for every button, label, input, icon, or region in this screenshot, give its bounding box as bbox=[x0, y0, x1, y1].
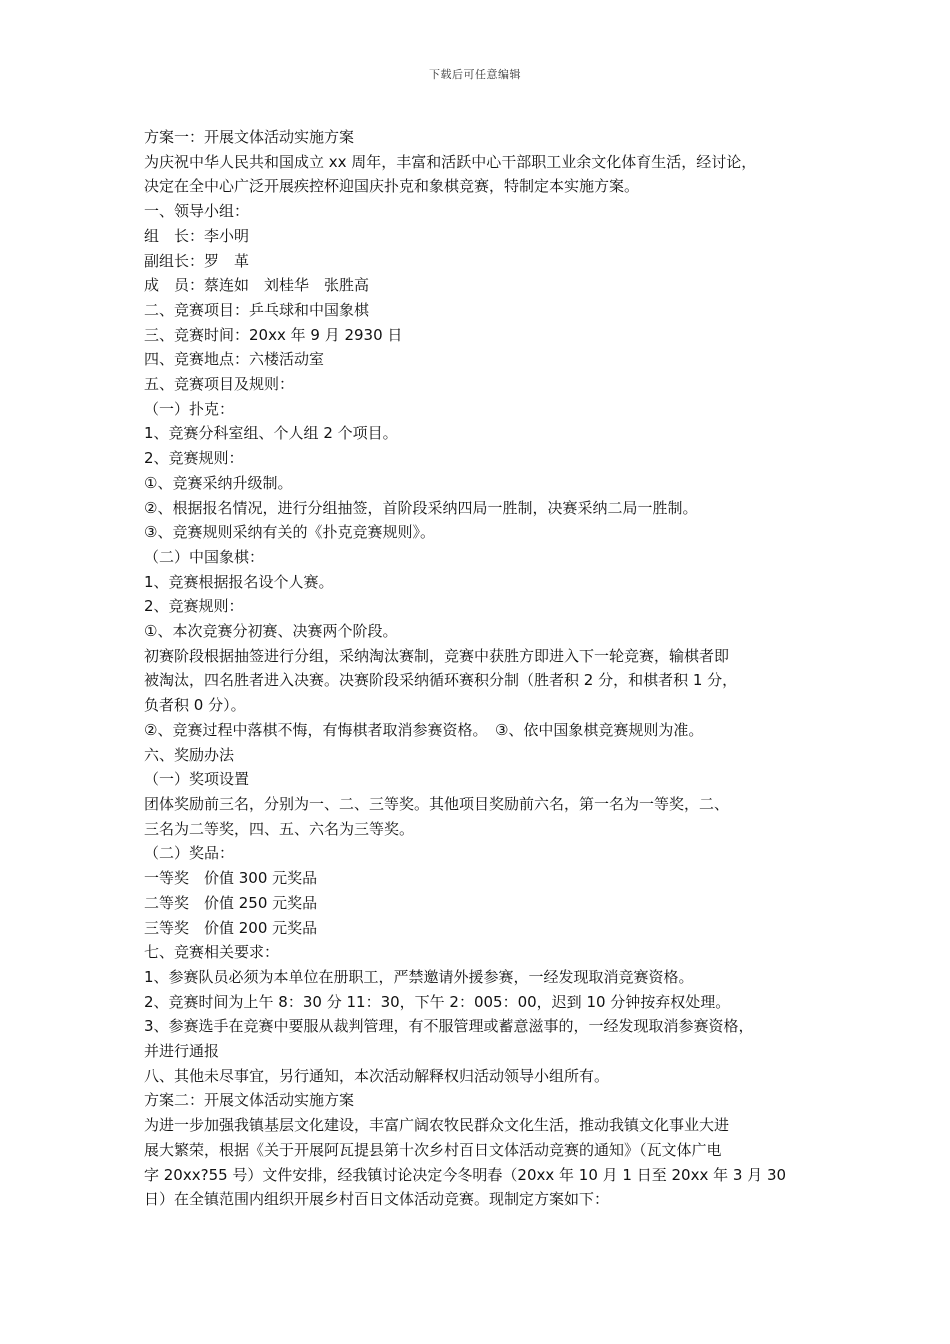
paragraph-line: 展大繁荣，根据《关于开展阿瓦提县第十次乡村百日文体活动竞赛的通知》（瓦文体广电 bbox=[144, 1140, 722, 1159]
paragraph-line: ①、本次竞赛分初赛、决赛两个阶段。 bbox=[144, 622, 398, 641]
section-heading: 八、其他未尽事宜，另行通知，本次活动解释权归活动领导小组所有。 bbox=[144, 1066, 610, 1085]
paragraph-line: ①、竞赛采纳升级制。 bbox=[144, 473, 293, 492]
subsection-heading: （二）中国象棋： bbox=[144, 547, 265, 566]
section-heading: 六、奖励办法 bbox=[144, 745, 235, 764]
paragraph-line: 被淘汰，四名胜者进入决赛。决赛阶段采纳循环赛积分制（胜者积 2 分，和棋者积 1 分， bbox=[144, 671, 738, 690]
paragraph-line: 1、竞赛根据报名设个人赛。 bbox=[144, 572, 334, 591]
paragraph-line: 1、参赛队员必须为本单位在册职工，严禁邀请外援参赛，一经发现取消竞赛资格。 bbox=[144, 967, 694, 986]
prize-line: 二等奖 价值 250 元奖品 bbox=[144, 893, 318, 912]
section-heading: 三、竞赛时间：20xx 年 9 月 2930 日 bbox=[144, 325, 403, 344]
paragraph-line: 成 员：蔡连如 刘桂华 张胜高 bbox=[144, 276, 370, 295]
paragraph-line: ②、根据报名情况，进行分组抽签，首阶段采纳四局一胜制，决赛采纳二局一胜制。 bbox=[144, 498, 698, 517]
paragraph-line: ②、竞赛过程中落棋不悔，有悔棋者取消参赛资格。 ③、依中国象棋竞赛规则为准。 bbox=[144, 720, 704, 739]
paragraph-line: 负者积 0 分）。 bbox=[144, 696, 246, 715]
subsection-heading: （二）奖品： bbox=[144, 844, 235, 863]
paragraph-line: 初赛阶段根据抽签进行分组，采纳淘汰赛制，竞赛中获胜方即进入下一轮竞赛，输棋者即 bbox=[144, 646, 730, 665]
subsection-heading: （一）扑克： bbox=[144, 399, 235, 418]
document-body bbox=[144, 125, 820, 1212]
paragraph-line: 2、竞赛时间为上午 8：30 分 11：30，下午 2：005：00，迟到 10 分钟按弃权处理。 bbox=[144, 992, 731, 1011]
section-heading: 二、竞赛项目：乒乓球和中国象棋 bbox=[144, 300, 370, 319]
paragraph-line: 2、竞赛规则： bbox=[144, 449, 244, 468]
paragraph-line: 团体奖励前三名，分别为一、二、三等奖。其他项目奖励前六名，第一名为一等奖，二、 bbox=[144, 794, 730, 813]
paragraph-line: 字 20xx?55 号）文件安排，经我镇讨论决定今冬明春（20xx 年 10 月 1 日至 20xx 年 3 月 30 bbox=[144, 1165, 787, 1184]
paragraph-line: 决定在全中心广泛开展疾控杯迎国庆扑克和象棋竞赛，特制定本实施方案。 bbox=[144, 177, 640, 196]
plan-two-title: 方案二：开展文体活动实施方案 bbox=[144, 1091, 355, 1110]
paragraph-line: ③、竞赛规则采纳有关的《扑克竞赛规则》。 bbox=[144, 523, 435, 542]
section-heading: 七、竞赛相关要求： bbox=[144, 943, 280, 962]
subsection-heading: （一）奖项设置 bbox=[144, 770, 250, 789]
section-heading: 五、竞赛项目及规则： bbox=[144, 375, 295, 394]
paragraph-line: 并进行通报 bbox=[144, 1042, 220, 1061]
paragraph-line: 3、参赛选手在竞赛中要服从裁判管理，有不服管理或蓄意滋事的，一经发现取消参赛资格， bbox=[144, 1017, 754, 1036]
paragraph-line: 三名为二等奖，四、五、六名为三等奖。 bbox=[144, 819, 415, 838]
paragraph-line: 组 长：李小明 bbox=[144, 226, 250, 245]
paragraph-line: 2、竞赛规则： bbox=[144, 597, 244, 616]
plan-one-title: 方案一：开展文体活动实施方案 bbox=[144, 128, 355, 146]
prize-line: 三等奖 价值 200 元奖品 bbox=[144, 918, 318, 937]
paragraph-line: 副组长：罗 革 bbox=[144, 251, 250, 270]
section-heading: 一、领导小组： bbox=[144, 202, 250, 221]
paragraph-line: 为进一步加强我镇基层文化建设，丰富广阔农牧民群众文化生活，推动我镇文化事业大进 bbox=[144, 1116, 730, 1135]
prize-line: 一等奖 价值 300 元奖品 bbox=[144, 869, 318, 888]
page-header-note: 下载后可任意编辑 bbox=[429, 68, 521, 81]
section-heading: 四、竞赛地点：六楼活动室 bbox=[144, 350, 325, 369]
paragraph-line: 为庆祝中华人民共和国成立 xx 周年，丰富和活跃中心干部职工业余文化体育生活，经讨论， bbox=[144, 152, 757, 171]
paragraph-line: 1、竞赛分科室组、个人组 2 个项目。 bbox=[144, 424, 398, 443]
paragraph-line: 日）在全镇范围内组织开展乡村百日文体活动竞赛。现制定方案如下： bbox=[144, 1190, 610, 1209]
